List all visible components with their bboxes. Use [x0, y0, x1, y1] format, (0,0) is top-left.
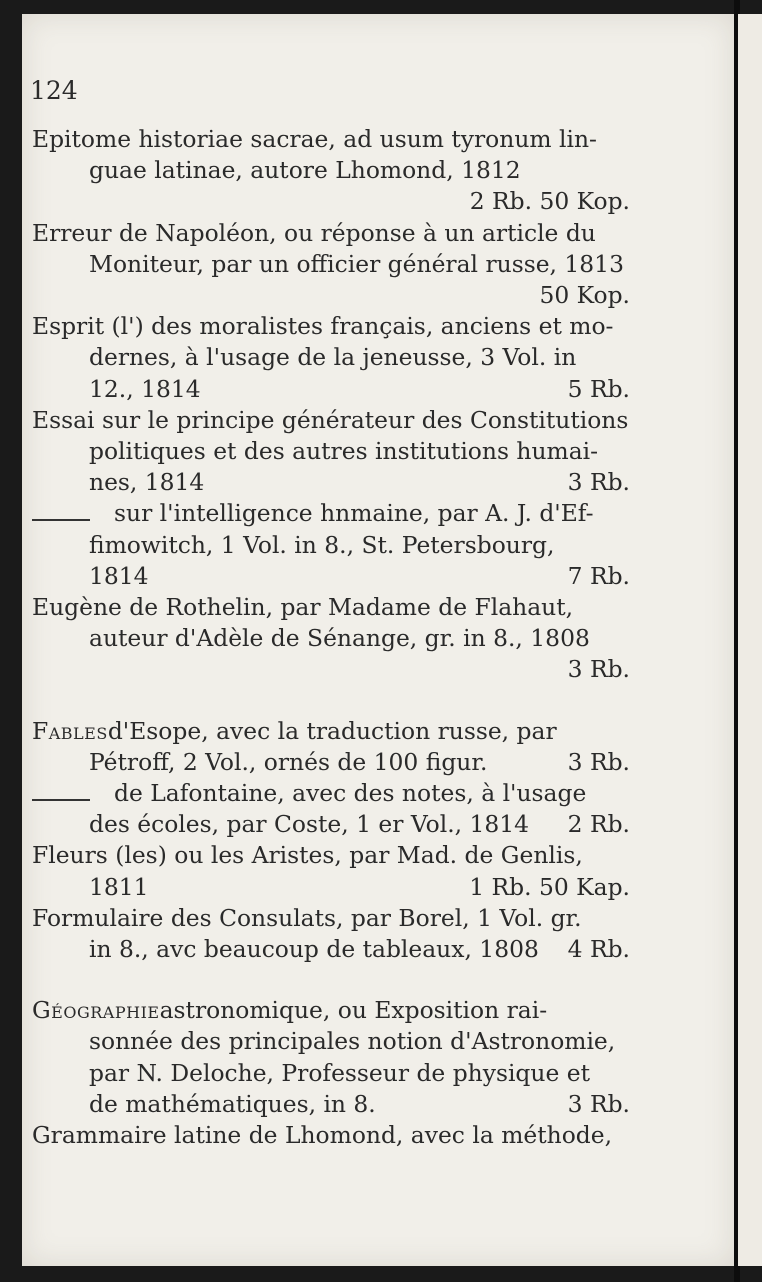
entry-price: 7 Rb. [567, 561, 630, 590]
entry-line [32, 1120, 630, 1151]
entry-text: Fleurs (les) ou les Aristes, par Mad. de Genlis, [32, 841, 583, 870]
catalog-entry [32, 592, 630, 686]
catalog-entry [32, 903, 630, 965]
entry-line [32, 467, 630, 498]
entry-text: in 8., avc beaucoup de tableaux, 1808 [89, 935, 539, 964]
entry-heading-word: Géographie [32, 996, 160, 1025]
entry-text: Esprit (l') des moralistes français, anciens et mo- [32, 312, 614, 341]
entry-price: 1 Rb. 50 Kap. [469, 872, 630, 901]
catalog-entry [32, 1120, 630, 1151]
entry-line [32, 405, 630, 436]
entry-text: sur l'intelligence hnmaine, par A. J. d'Ef- [114, 499, 594, 528]
entry-text: Pétroff, 2 Vol., ornés de 100 figur. [89, 747, 488, 776]
entry-line [32, 654, 630, 685]
ditto-dash [32, 519, 90, 521]
entry-price: 5 Rb. [567, 374, 630, 403]
entry-line [32, 592, 630, 623]
entry-text: 12., 1814 [89, 374, 201, 403]
catalog-entry [32, 716, 630, 778]
section-gap [32, 686, 630, 716]
entry-text: Moniteur, par un officier général russe, 1813 [89, 249, 624, 278]
entry-line [32, 1026, 630, 1057]
entry-text: fimowitch, 1 Vol. in 8., St. Petersbourg, [89, 530, 555, 559]
catalog-entry [32, 405, 630, 499]
catalog-entry [32, 995, 630, 1120]
entry-line [32, 374, 630, 405]
entry-line [32, 934, 630, 965]
entry-line [32, 498, 630, 529]
catalog-entry [32, 840, 630, 902]
entry-line [32, 218, 630, 249]
entry-text: dernes, à l'usage de la jeneusse, 3 Vol. in [89, 343, 577, 372]
entry-price: 3 Rb. [567, 468, 630, 497]
entry-line [32, 124, 630, 155]
entry-line [32, 872, 630, 903]
entry-text: de Lafontaine, avec des notes, à l'usage [114, 779, 587, 808]
entry-line [32, 809, 630, 840]
entry-line [32, 436, 630, 467]
entry-line [32, 186, 630, 217]
next-page-edge [738, 14, 762, 1266]
entry-text: politiques et des autres institutions humai- [89, 437, 599, 466]
entry-price: 2 Rb. [567, 810, 630, 839]
entry-line [32, 778, 630, 809]
entry-line [32, 561, 630, 592]
page-number: 124 [30, 76, 78, 105]
catalog-entry [32, 778, 630, 840]
entry-text: Formulaire des Consulats, par Borel, 1 Vol. gr. [32, 903, 582, 932]
entry-text: guae latinae, autore Lhomond, 1812 [89, 156, 521, 185]
entry-price: 4 Rb. [567, 935, 630, 964]
catalog-entries [32, 124, 630, 1151]
entry-price: 3 Rb. [567, 655, 630, 684]
entry-line [32, 840, 630, 871]
catalog-entry [32, 311, 630, 405]
entry-line [32, 995, 630, 1026]
entry-line [32, 903, 630, 934]
entry-text: Epitome historiae sacrae, ad usum tyronum lin- [32, 125, 597, 153]
section-gap [32, 965, 630, 995]
entry-price: 50 Kop. [539, 281, 630, 310]
entry-line [32, 623, 630, 654]
catalog-entry [32, 124, 630, 218]
entry-line [32, 1089, 630, 1120]
entry-text: auteur d'Adèle de Sénange, gr. in 8., 1808 [89, 624, 590, 653]
entry-line [32, 155, 630, 186]
entry-line [32, 311, 630, 342]
entry-line [32, 342, 630, 373]
entry-text: Erreur de Napoléon, ou réponse à un article du [32, 218, 596, 247]
entry-text: 1814 [89, 561, 149, 590]
entry-text: d'Esope, avec la traduction russe, par [107, 716, 557, 745]
entry-text: par N. Deloche, Professeur de physique et [89, 1058, 590, 1087]
entry-line [32, 280, 630, 311]
entry-price: 2 Rb. 50 Kop. [469, 187, 630, 216]
entry-line [32, 249, 630, 280]
entry-line [32, 716, 630, 747]
entry-heading-word: Fables [32, 716, 108, 745]
entry-price: 3 Rb. [567, 1089, 630, 1118]
catalog-entry [32, 218, 630, 312]
entry-text: 1811 [89, 872, 149, 901]
book-page [22, 14, 734, 1266]
catalog-entry [32, 498, 630, 592]
entry-text: nes, 1814 [89, 468, 205, 497]
entry-line [32, 1058, 630, 1089]
ditto-dash [32, 799, 90, 801]
entry-text: astronomique, ou Exposition rai- [159, 996, 548, 1025]
entry-line [32, 747, 630, 778]
entry-text: Eugène de Rothelin, par Madame de Flahaut, [32, 593, 574, 622]
entry-price: 3 Rb. [567, 747, 630, 776]
entry-line [32, 530, 630, 561]
entry-text: de mathématiques, in 8. [89, 1089, 376, 1118]
entry-text: des écoles, par Coste, 1 er Vol., 1814 [89, 810, 530, 839]
entry-text: Grammaire latine de Lhomond, avec la méthode, [32, 1121, 613, 1150]
entry-text: sonnée des principales notion d'Astronomie, [89, 1027, 616, 1056]
entry-text: Essai sur le principe générateur des Constitutions [32, 405, 629, 434]
